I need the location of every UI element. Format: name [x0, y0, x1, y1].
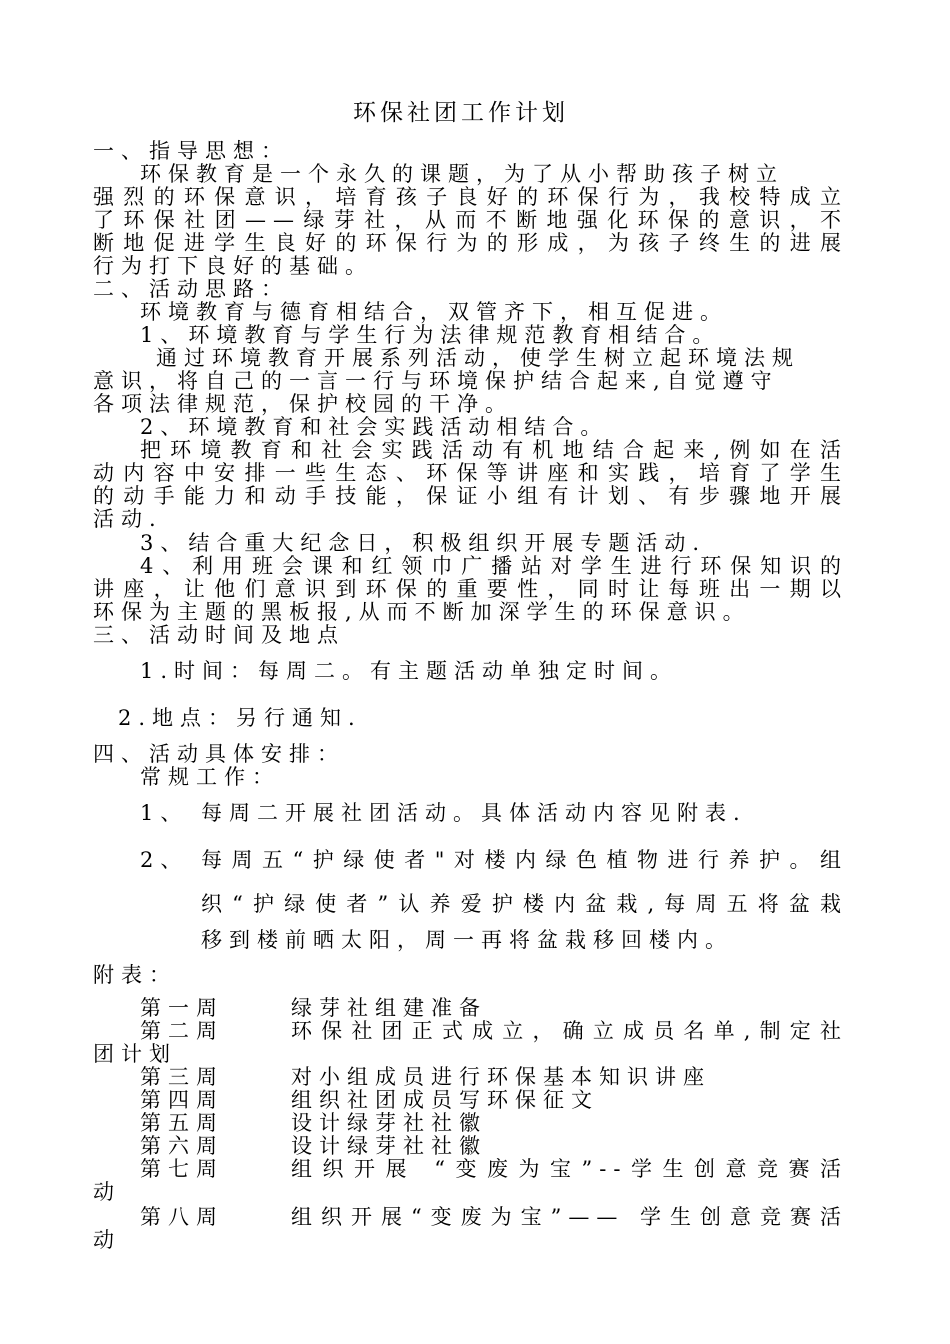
week-task: 组织开展“变废为宝”—— 学生创意竞赛活: [291, 1205, 848, 1229]
week-label: 第七周: [140, 1157, 224, 1181]
week-label: 第六周: [140, 1134, 224, 1158]
paragraph-line: 把环境教育和社会实践活动有机地结合起来,例如在活: [140, 438, 848, 462]
section-heading-activity-ideas: 二、活动思路：: [93, 277, 289, 301]
week-label: 第二周: [140, 1019, 224, 1043]
paragraph-line: 环保教育是一个永久的课题，为了从小帮助孩子树立: [140, 162, 784, 186]
paragraph-line: 活动.: [93, 507, 163, 531]
routine-item-text: 移到楼前晒太阳，周一再将盆栽移回楼内。: [201, 928, 733, 952]
routine-item-number: 2、: [140, 848, 189, 872]
routine-item-text: 织“护绿使者”认养爱护楼内盆栽,每周五将盆栽: [201, 892, 848, 916]
paragraph-line: 行为打下良好的基础。: [93, 254, 373, 278]
subsection-title: 2、环境教育和社会实践活动相结合。: [140, 415, 609, 439]
week-task-continued: 动: [93, 1180, 121, 1204]
paragraph-line: 的动手能力和动手技能，保证小组有计划、有步骤地开展: [93, 484, 848, 508]
week-label: 第三周: [140, 1065, 224, 1089]
week-task: 组织开展 “变废为宝”--学生创意竞赛活: [291, 1157, 848, 1181]
week-label: 第一周: [140, 996, 224, 1020]
document-title: 环保社团工作计划: [353, 100, 569, 126]
week-label: 第八周: [140, 1205, 224, 1229]
paragraph-line: 了环保社团——绿芽社，从而不断地强化环保的意识，不: [93, 208, 848, 232]
section-heading-guiding-thought: 一、指导思想：: [93, 139, 289, 163]
week-task: 设计绿芽社社徽: [291, 1134, 487, 1158]
paragraph-line: 动内容中安排一些生态、环保等讲座和实践，培育了学生: [93, 461, 848, 485]
paragraph-line: 强烈的环保意识，培育孩子良好的环保行为，我校特成立: [93, 185, 848, 209]
routine-work-label: 常规工作：: [140, 765, 280, 789]
routine-item-text: 每周二开展社团活动。具体活动内容见附表.: [201, 801, 747, 825]
routine-item-number: 1、: [140, 801, 189, 825]
paragraph-line: 环保为主题的黑板报,从而不断加深学生的环保意识。: [93, 600, 751, 624]
paragraph-line: 意识，将自己的一言一行与环境保护结合起来,自觉遵守: [93, 369, 779, 393]
activity-place: 2.地点：另行通知.: [118, 706, 362, 730]
paragraph-line: 讲座，让他们意识到环保的重要性，同时让每班出一期以: [93, 577, 848, 601]
subsection-title: 1、环境教育与学生行为法律规范教育相结合。: [140, 323, 721, 347]
routine-item-text: 每周五“护绿使者"对楼内绿色植物进行养护。组: [201, 848, 848, 872]
appendix-heading: 附表：: [93, 963, 177, 987]
paragraph-line: 各项法律规范，保护校园的干净。: [93, 392, 513, 416]
section-heading-time-place: 三、活动时间及地点: [93, 623, 345, 647]
week-task: 组织社团成员写环保征文: [291, 1088, 599, 1112]
paragraph-line: 4、利用班会课和红领巾广播站对学生进行环保知识的: [140, 554, 848, 578]
activity-time: 1.时间：每周二。有主题活动单独定时间。: [140, 659, 679, 683]
subsection-title: 3、结合重大纪念日，积极组织开展专题活动.: [140, 531, 707, 555]
week-task: 对小组成员进行环保基本知识讲座: [291, 1065, 711, 1089]
week-label: 第四周: [140, 1088, 224, 1112]
week-task: 绿芽社组建准备: [291, 996, 487, 1020]
week-task: 环保社团正式成立，确立成员名单,制定社: [291, 1019, 848, 1043]
week-task: 设计绿芽社社徽: [291, 1111, 487, 1135]
week-task-continued: 动: [93, 1228, 121, 1252]
paragraph-line: 断地促进学生良好的环保行为的形成，为孩子终生的进展: [93, 231, 848, 255]
week-label: 第五周: [140, 1111, 224, 1135]
paragraph-line: 通过环境教育开展系列活动，使学生树立起环境法规: [156, 346, 800, 370]
paragraph-line: 环境教育与德育相结合，双管齐下，相互促进。: [140, 300, 728, 324]
week-task-continued: 团计划: [93, 1042, 177, 1066]
section-heading-arrangement: 四、活动具体安排：: [93, 742, 345, 766]
